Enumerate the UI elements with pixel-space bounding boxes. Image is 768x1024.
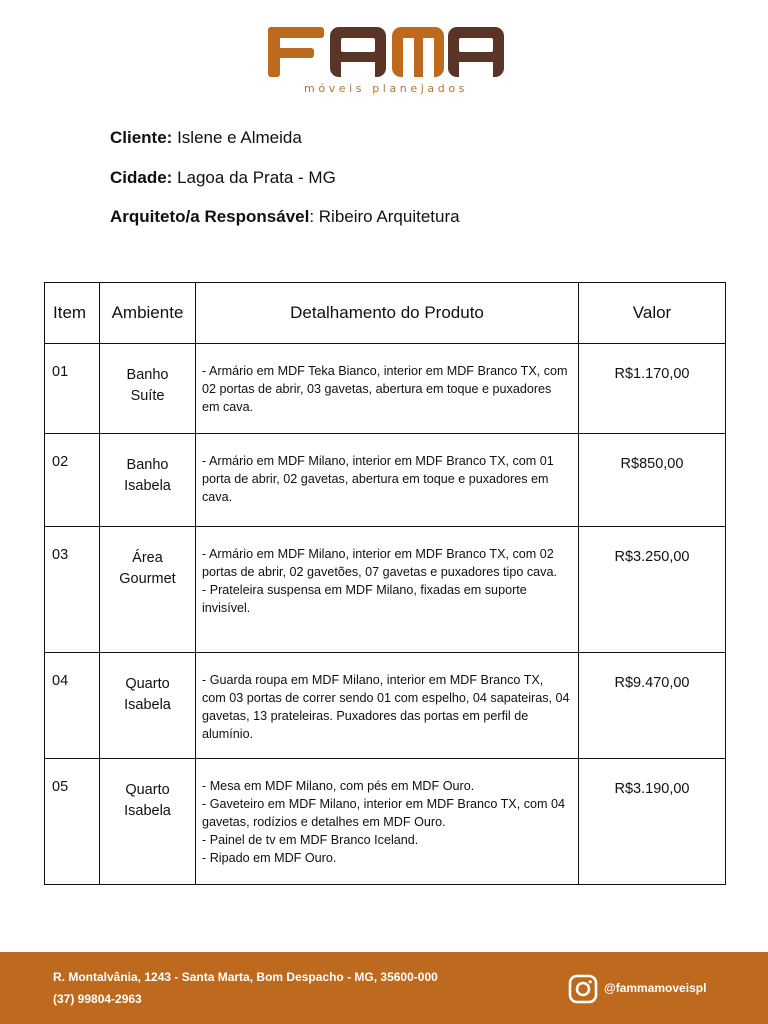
row-item: 05 — [45, 759, 100, 885]
table-row — [45, 434, 726, 527]
table-row — [45, 653, 726, 759]
row-detalhe: - Guarda roupa em MDF Milano, interior em MDF Branco TX, com 03 portas de correr sendo 01 com espelho, 04 sapateiras, 04 gavetas, 13 prateleiras. Puxadores das portas em perfil de alumínio. — [196, 653, 579, 759]
client-line — [110, 126, 460, 166]
instagram-icon — [568, 974, 598, 1004]
fama-logo-mark — [268, 26, 504, 80]
row-item: 04 — [45, 653, 100, 759]
city-label: Cidade: — [110, 167, 173, 187]
header-item: Item — [45, 283, 100, 344]
row-valor: R$1.170,00 — [579, 344, 726, 434]
row-ambiente: Banho Isabela — [100, 434, 196, 527]
row-ambiente: Quarto Isabela — [100, 653, 196, 759]
row-detalhe: - Mesa em MDF Milano, com pés em MDF Ouro. - Gaveteiro em MDF Milano, interior em MDF Branco TX, com 04 gavetas, rodízios e detalhes em MDF Ouro. - Painel de tv em MDF Branco Iceland. - Ripado em MDF Ouro. — [196, 759, 579, 885]
row-item: 02 — [45, 434, 100, 527]
row-valor: R$3.250,00 — [579, 527, 726, 653]
footer-bar — [0, 952, 768, 1024]
table-row — [45, 344, 726, 434]
footer-address: R. Montalvânia, 1243 - Santa Marta, Bom Despacho - MG, 35600-000 — [53, 970, 438, 984]
row-valor: R$3.190,00 — [579, 759, 726, 885]
row-item: 03 — [45, 527, 100, 653]
row-item: 01 — [45, 344, 100, 434]
client-label: Cliente: — [110, 128, 173, 147]
row-detalhe: - Armário em MDF Teka Bianco, interior em MDF Branco TX, com 02 portas de abrir, 03 gavetas, abertura em toque e puxadores em cava. — [196, 344, 579, 434]
row-ambiente: Banho Suíte — [100, 344, 196, 434]
client-info — [110, 126, 460, 245]
brand-logo — [268, 26, 504, 98]
header-detalhamento: Detalhamento do Produto — [196, 283, 579, 344]
brand-tagline: móveis planejados — [304, 82, 468, 95]
architect-line — [110, 205, 460, 245]
row-detalhe: - Armário em MDF Milano, interior em MDF Branco TX, com 01 porta de abrir, 02 gavetas, abertura em toque e puxadores em cava. — [196, 434, 579, 527]
row-ambiente: Área Gourmet — [100, 527, 196, 653]
footer-phone: (37) 99804-2963 — [53, 992, 142, 1006]
instagram-handle[interactable]: @fammamoveispl — [604, 981, 707, 995]
row-valor: R$850,00 — [579, 434, 726, 527]
table-row — [45, 527, 726, 653]
table-row — [45, 759, 726, 885]
city-line — [110, 166, 460, 206]
row-valor: R$9.470,00 — [579, 653, 726, 759]
row-detalhe: - Armário em MDF Milano, interior em MDF Branco TX, com 02 portas de abrir, 02 gavetões, 07 gavetas e puxadores tipo cava. - Prateleira suspensa em MDF Milano, fixadas em suporte invisível. — [196, 527, 579, 653]
header-valor: Valor — [579, 283, 726, 344]
client-value: Islene e Almeida — [172, 128, 302, 147]
architect-value: : Ribeiro Arquitetura — [309, 207, 460, 226]
header-ambiente: Ambiente — [100, 283, 196, 344]
table-header-row — [45, 283, 726, 344]
architect-label: Arquiteto/a Responsável — [110, 207, 310, 226]
city-value: Lagoa da Prata - MG — [172, 167, 336, 187]
row-ambiente: Quarto Isabela — [100, 759, 196, 885]
products-table — [44, 282, 726, 885]
